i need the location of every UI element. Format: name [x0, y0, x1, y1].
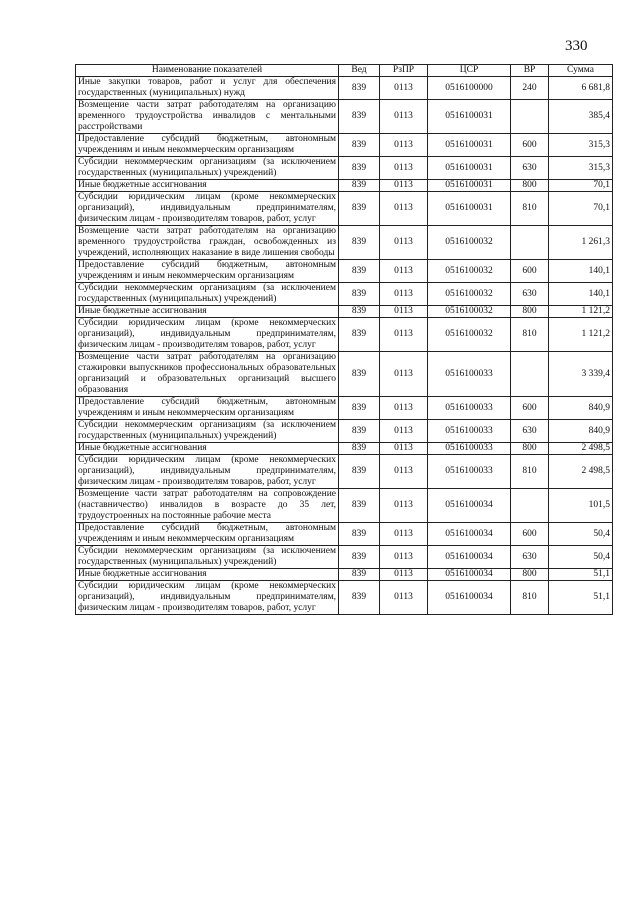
row-sum-cell: 1 261,3 — [549, 226, 613, 260]
row-sum-cell: 51,1 — [549, 581, 613, 615]
row-ved-cell: 839 — [339, 100, 380, 134]
row-sum-cell: 2 498,5 — [549, 455, 613, 489]
page-number: 330 — [565, 38, 588, 54]
row-vr-cell: 800 — [511, 443, 549, 455]
row-rzpr-cell: 0113 — [380, 306, 428, 318]
row-vr-cell — [511, 100, 549, 134]
row-name-cell: Субсидии юридическим лицам (кроме некоммерческих организаций), индивидуальным предпринимателям, физическим лицам - производителям товаров, работ, услуг — [76, 192, 339, 226]
row-csr-cell: 0516100032 — [428, 226, 511, 260]
row-rzpr-cell: 0113 — [380, 283, 428, 306]
header-sum: Сумма — [549, 65, 613, 77]
row-name-cell: Иные бюджетные ассигнования — [76, 180, 339, 192]
table-row — [76, 420, 613, 443]
row-ved-cell: 839 — [339, 157, 380, 180]
row-name-cell: Предоставление субсидий бюджетным, автономным учреждениям и иным некоммерческим организациям — [76, 397, 339, 420]
table-row — [76, 157, 613, 180]
table-row — [76, 134, 613, 157]
table-row — [76, 443, 613, 455]
row-name-cell: Возмещение части затрат работодателям на организацию временного трудоустройства граждан, освобожденных из учреждений, исполняющих наказание в виде лишения свободы — [76, 226, 339, 260]
table-row — [76, 569, 613, 581]
row-name-cell: Субсидии юридическим лицам (кроме некоммерческих организаций), индивидуальным предпринимателям, физическим лицам - производителям товаров, работ, услуг — [76, 318, 339, 352]
row-csr-cell: 0516100033 — [428, 420, 511, 443]
row-rzpr-cell: 0113 — [380, 581, 428, 615]
header-rzpr: РзПР — [380, 65, 428, 77]
row-sum-cell: 50,4 — [549, 546, 613, 569]
row-vr-cell: 810 — [511, 455, 549, 489]
row-sum-cell: 70,1 — [549, 192, 613, 226]
row-vr-cell: 600 — [511, 260, 549, 283]
table-row — [76, 523, 613, 546]
row-ved-cell: 839 — [339, 443, 380, 455]
row-ved-cell: 839 — [339, 318, 380, 352]
row-sum-cell: 140,1 — [549, 283, 613, 306]
row-name-cell: Возмещение части затрат работодателям на организацию стажировки выпускников профессиональных образовательных организаций и образовательных организаций высшего образования — [76, 352, 339, 397]
row-vr-cell: 600 — [511, 397, 549, 420]
row-vr-cell: 810 — [511, 581, 549, 615]
row-rzpr-cell: 0113 — [380, 455, 428, 489]
row-csr-cell: 0516100033 — [428, 397, 511, 420]
row-csr-cell: 0516100032 — [428, 260, 511, 283]
row-ved-cell: 839 — [339, 397, 380, 420]
table-row — [76, 180, 613, 192]
row-rzpr-cell: 0113 — [380, 226, 428, 260]
table-row — [76, 397, 613, 420]
row-ved-cell: 839 — [339, 77, 380, 100]
row-rzpr-cell: 0113 — [380, 134, 428, 157]
row-vr-cell: 600 — [511, 134, 549, 157]
row-sum-cell: 140,1 — [549, 260, 613, 283]
row-sum-cell: 385,4 — [549, 100, 613, 134]
row-csr-cell: 0516100032 — [428, 283, 511, 306]
table-row — [76, 226, 613, 260]
table-row — [76, 260, 613, 283]
row-csr-cell: 0516100031 — [428, 157, 511, 180]
row-name-cell: Предоставление субсидий бюджетным, автономным учреждениям и иным некоммерческим организациям — [76, 260, 339, 283]
row-ved-cell: 839 — [339, 420, 380, 443]
row-vr-cell — [511, 226, 549, 260]
row-rzpr-cell: 0113 — [380, 100, 428, 134]
row-sum-cell: 2 498,5 — [549, 443, 613, 455]
table-row — [76, 100, 613, 134]
row-csr-cell: 0516100031 — [428, 192, 511, 226]
row-ved-cell: 839 — [339, 455, 380, 489]
row-name-cell: Предоставление субсидий бюджетным, автономным учреждениям и иным некоммерческим организациям — [76, 134, 339, 157]
row-name-cell: Субсидии некоммерческим организациям (за исключением государственных (муниципальных) учреждений) — [76, 157, 339, 180]
row-vr-cell: 800 — [511, 306, 549, 318]
table-row — [76, 77, 613, 100]
row-csr-cell: 0516100034 — [428, 581, 511, 615]
row-sum-cell: 840,9 — [549, 397, 613, 420]
row-vr-cell: 800 — [511, 569, 549, 581]
row-ved-cell: 839 — [339, 260, 380, 283]
row-csr-cell: 0516100034 — [428, 489, 511, 523]
table-row — [76, 455, 613, 489]
row-sum-cell: 70,1 — [549, 180, 613, 192]
table-row — [76, 546, 613, 569]
row-name-cell: Предоставление субсидий бюджетным, автономным учреждениям и иным некоммерческим организациям — [76, 523, 339, 546]
row-ved-cell: 839 — [339, 306, 380, 318]
row-csr-cell: 0516100032 — [428, 306, 511, 318]
row-sum-cell: 101,5 — [549, 489, 613, 523]
row-sum-cell: 840,9 — [549, 420, 613, 443]
row-rzpr-cell: 0113 — [380, 192, 428, 226]
row-vr-cell: 630 — [511, 283, 549, 306]
row-csr-cell: 0516100034 — [428, 569, 511, 581]
row-ved-cell: 839 — [339, 489, 380, 523]
row-rzpr-cell: 0113 — [380, 489, 428, 523]
row-ved-cell: 839 — [339, 134, 380, 157]
row-rzpr-cell: 0113 — [380, 443, 428, 455]
row-csr-cell: 0516100033 — [428, 352, 511, 397]
row-ved-cell: 839 — [339, 180, 380, 192]
row-vr-cell: 810 — [511, 318, 549, 352]
table-row — [76, 352, 613, 397]
row-sum-cell: 315,3 — [549, 157, 613, 180]
row-vr-cell: 630 — [511, 420, 549, 443]
row-csr-cell: 0516100000 — [428, 77, 511, 100]
row-vr-cell: 800 — [511, 180, 549, 192]
row-name-cell: Субсидии некоммерческим организациям (за исключением государственных (муниципальных) учреждений) — [76, 420, 339, 443]
row-vr-cell: 600 — [511, 523, 549, 546]
row-name-cell: Возмещение части затрат работодателям на сопровождение (наставничество) инвалидов в возрасте до 35 лет, трудоустроенных на постоянные рабочие места — [76, 489, 339, 523]
budget-table — [75, 64, 613, 615]
row-vr-cell — [511, 352, 549, 397]
row-rzpr-cell: 0113 — [380, 569, 428, 581]
row-sum-cell: 3 339,4 — [549, 352, 613, 397]
row-csr-cell: 0516100034 — [428, 546, 511, 569]
row-rzpr-cell: 0113 — [380, 77, 428, 100]
header-ved: Вед — [339, 65, 380, 77]
row-name-cell: Иные закупки товаров, работ и услуг для обеспечения государственных (муниципальных) нужд — [76, 77, 339, 100]
table-row — [76, 192, 613, 226]
table-row — [76, 318, 613, 352]
header-csr: ЦСР — [428, 65, 511, 77]
row-ved-cell: 839 — [339, 581, 380, 615]
row-rzpr-cell: 0113 — [380, 180, 428, 192]
row-name-cell: Иные бюджетные ассигнования — [76, 443, 339, 455]
table-header-row — [76, 65, 613, 77]
row-name-cell: Возмещение части затрат работодателям на организацию временного трудоустройства инвалидов с ментальными расстройствами — [76, 100, 339, 134]
row-rzpr-cell: 0113 — [380, 523, 428, 546]
row-name-cell: Субсидии некоммерческим организациям (за исключением государственных (муниципальных) учреждений) — [76, 283, 339, 306]
row-rzpr-cell: 0113 — [380, 420, 428, 443]
row-name-cell: Иные бюджетные ассигнования — [76, 306, 339, 318]
row-csr-cell: 0516100031 — [428, 134, 511, 157]
table-body — [76, 77, 613, 615]
row-vr-cell — [511, 489, 549, 523]
table-row — [76, 306, 613, 318]
row-rzpr-cell: 0113 — [380, 546, 428, 569]
row-ved-cell: 839 — [339, 546, 380, 569]
row-vr-cell: 810 — [511, 192, 549, 226]
table-row — [76, 283, 613, 306]
row-sum-cell: 51,1 — [549, 569, 613, 581]
row-ved-cell: 839 — [339, 226, 380, 260]
row-sum-cell: 6 681,8 — [549, 77, 613, 100]
row-vr-cell: 630 — [511, 157, 549, 180]
row-sum-cell: 50,4 — [549, 523, 613, 546]
row-rzpr-cell: 0113 — [380, 157, 428, 180]
row-rzpr-cell: 0113 — [380, 397, 428, 420]
header-vr: ВР — [511, 65, 549, 77]
header-name: Наименование показателей — [76, 65, 339, 77]
row-name-cell: Субсидии некоммерческим организациям (за исключением государственных (муниципальных) учреждений) — [76, 546, 339, 569]
row-vr-cell: 630 — [511, 546, 549, 569]
row-ved-cell: 839 — [339, 352, 380, 397]
row-name-cell: Субсидии юридическим лицам (кроме некоммерческих организаций), индивидуальным предпринимателям, физическим лицам - производителям товаров, работ, услуг — [76, 455, 339, 489]
row-sum-cell: 1 121,2 — [549, 318, 613, 352]
table-row — [76, 489, 613, 523]
row-csr-cell: 0516100032 — [428, 318, 511, 352]
row-rzpr-cell: 0113 — [380, 318, 428, 352]
row-csr-cell: 0516100033 — [428, 455, 511, 489]
row-ved-cell: 839 — [339, 569, 380, 581]
row-rzpr-cell: 0113 — [380, 352, 428, 397]
row-ved-cell: 839 — [339, 283, 380, 306]
row-name-cell: Иные бюджетные ассигнования — [76, 569, 339, 581]
row-vr-cell: 240 — [511, 77, 549, 100]
row-csr-cell: 0516100033 — [428, 443, 511, 455]
row-csr-cell: 0516100031 — [428, 100, 511, 134]
row-sum-cell: 1 121,2 — [549, 306, 613, 318]
row-ved-cell: 839 — [339, 523, 380, 546]
row-name-cell: Субсидии юридическим лицам (кроме некоммерческих организаций), индивидуальным предпринимателям, физическим лицам - производителям товаров, работ, услуг — [76, 581, 339, 615]
table-row — [76, 581, 613, 615]
row-csr-cell: 0516100034 — [428, 523, 511, 546]
row-csr-cell: 0516100031 — [428, 180, 511, 192]
row-sum-cell: 315,3 — [549, 134, 613, 157]
row-rzpr-cell: 0113 — [380, 260, 428, 283]
row-ved-cell: 839 — [339, 192, 380, 226]
